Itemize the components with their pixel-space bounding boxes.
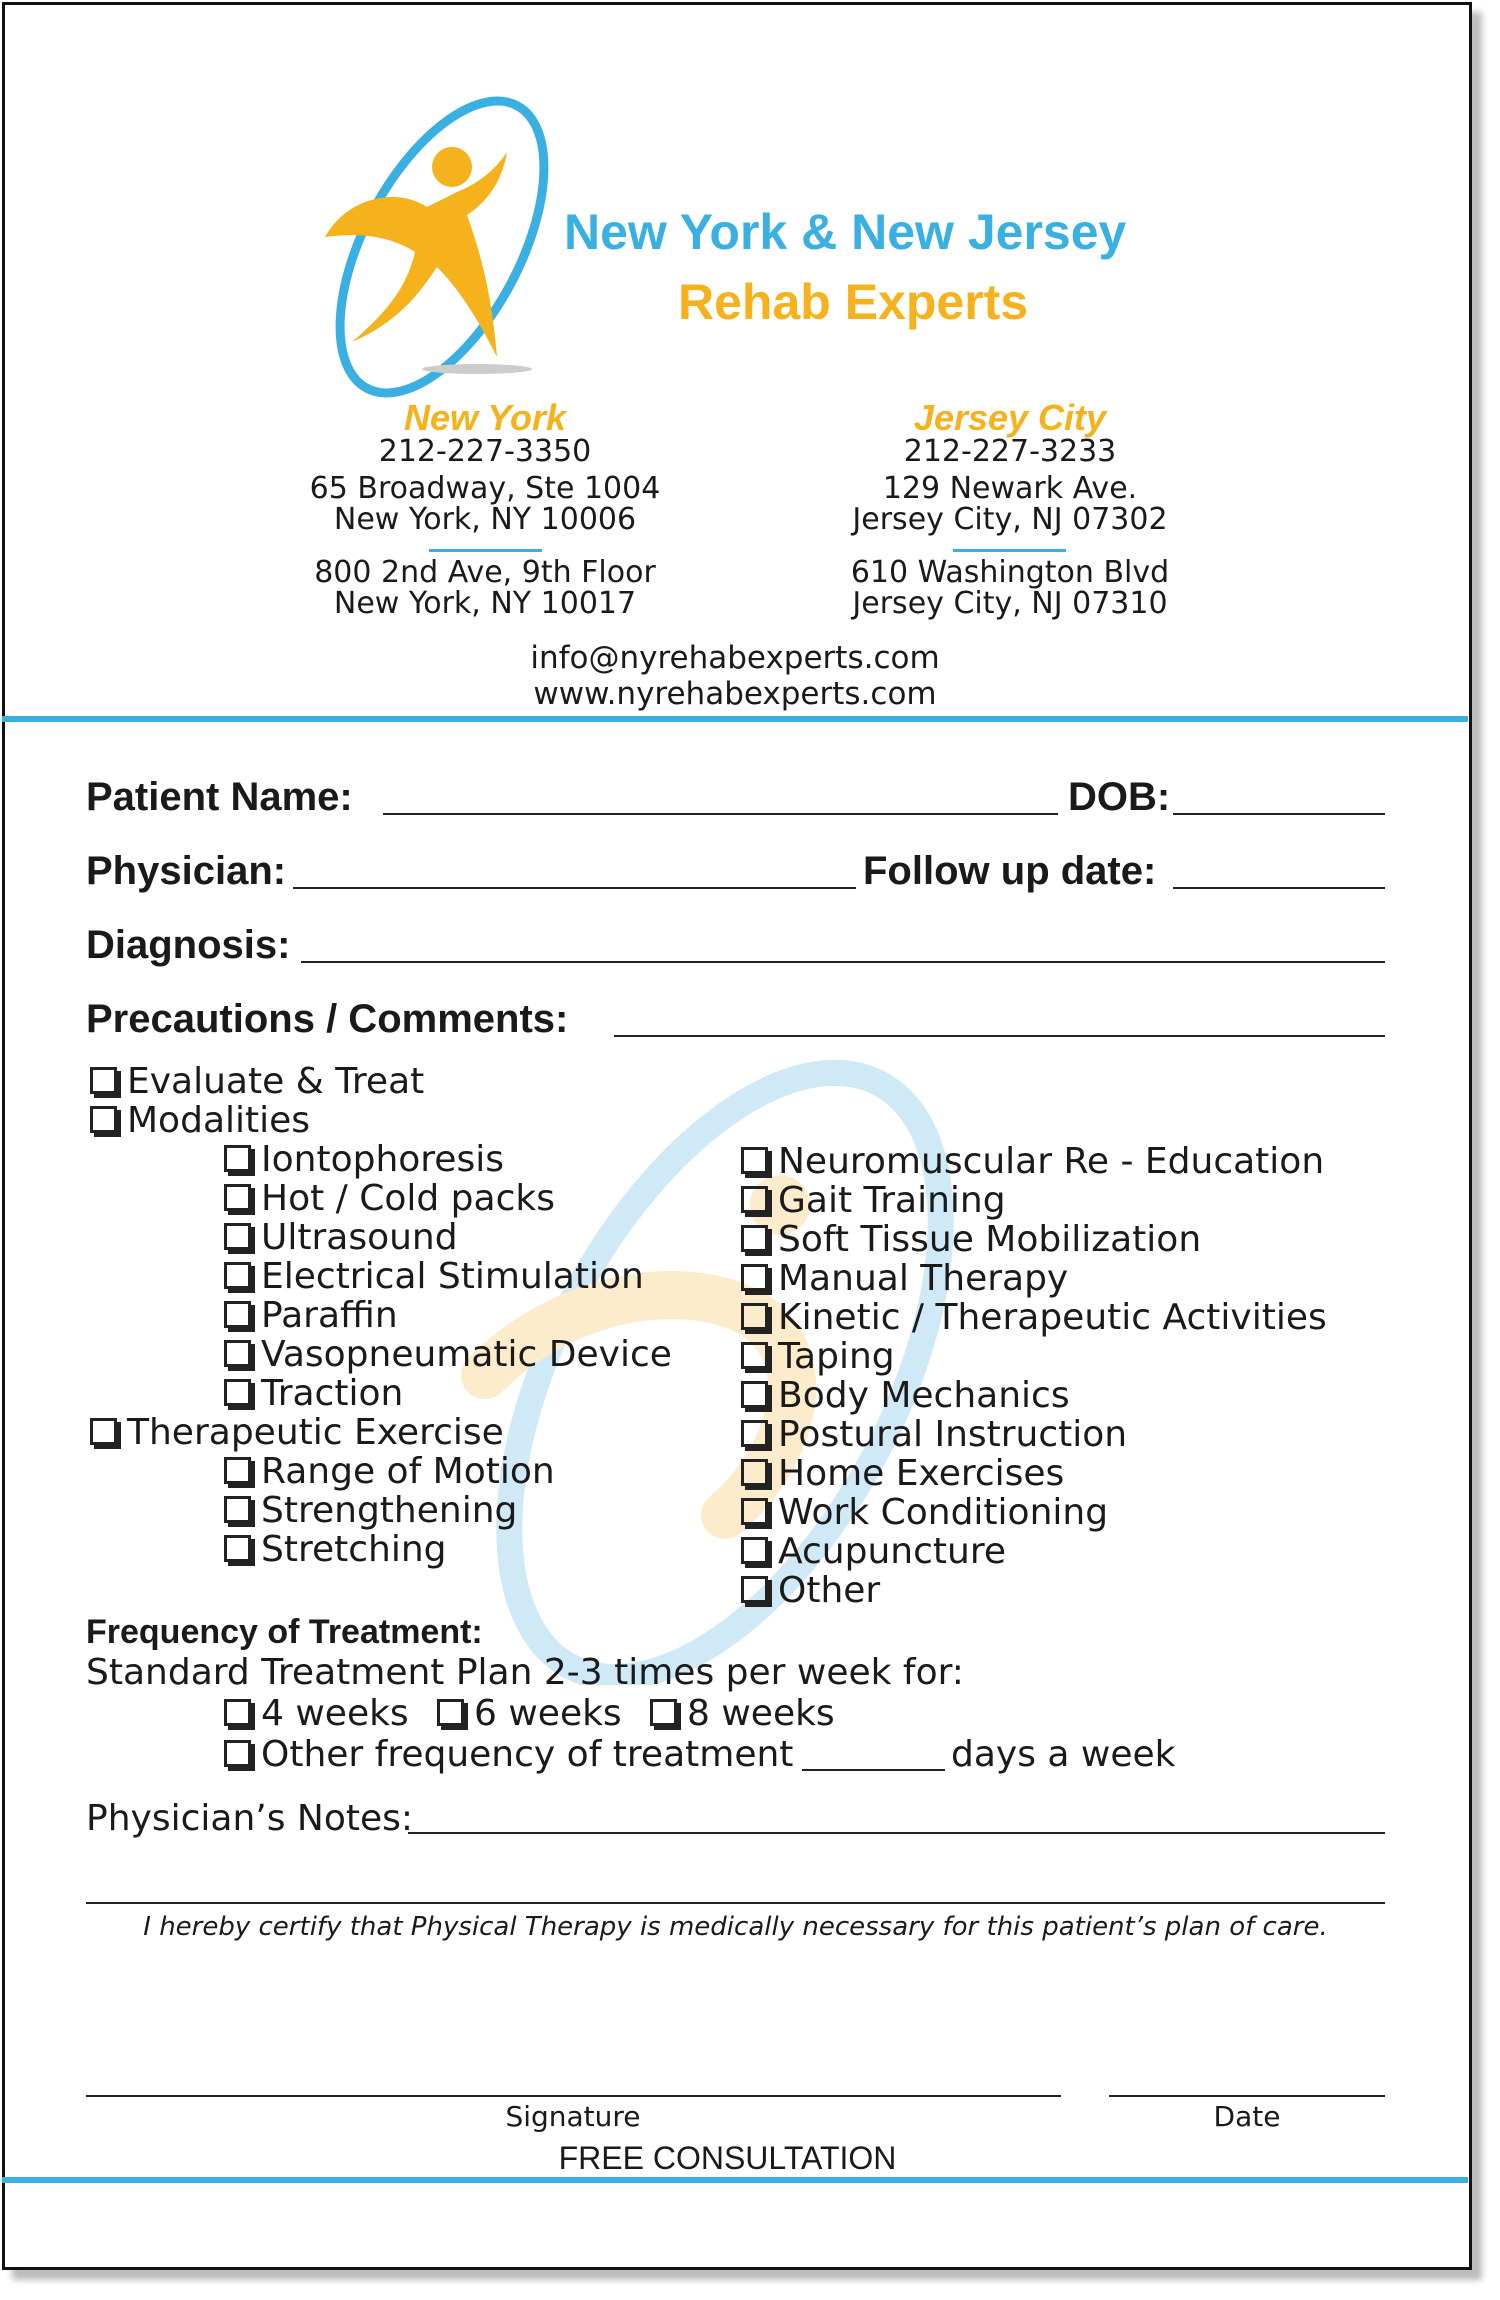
patient-name-line[interactable] xyxy=(383,813,1058,815)
frequency-6-weeks-option[interactable]: 6 weeks xyxy=(437,1694,622,1733)
physician-line[interactable] xyxy=(293,887,856,889)
treatment-option[interactable]: Postural Instruction xyxy=(741,1415,1127,1454)
new-york-phone: 212-227-3350 xyxy=(378,434,592,469)
new-york-address2-line2: New York, NY 10017 xyxy=(333,586,637,621)
treatment-option[interactable]: Work Conditioning xyxy=(741,1493,1108,1532)
modalities-option[interactable]: Modalities xyxy=(90,1101,310,1140)
follow-up-date-label: Follow up date: xyxy=(863,849,1157,893)
new-york-address1-line2: New York, NY 10006 xyxy=(333,502,637,537)
days-per-week-line[interactable] xyxy=(802,1769,945,1771)
checkbox-icon[interactable] xyxy=(741,1186,768,1213)
frequency-4-weeks-option[interactable]: 4 weeks xyxy=(224,1694,409,1733)
checkbox-icon[interactable] xyxy=(741,1147,768,1174)
treatment-option[interactable]: Kinetic / Therapeutic Activities xyxy=(741,1298,1327,1337)
exercise-option[interactable]: Stretching xyxy=(224,1530,447,1569)
treatment-option[interactable]: Acupuncture xyxy=(741,1532,1006,1571)
checkbox-icon[interactable] xyxy=(224,1457,251,1484)
frequency-other-option[interactable]: Other frequency of treatment xyxy=(224,1735,793,1774)
checkbox-icon[interactable] xyxy=(90,1106,117,1133)
contact-website: www.nyrehabexperts.com xyxy=(533,676,937,712)
modality-option[interactable]: Paraffin xyxy=(224,1296,398,1335)
checkbox-icon[interactable] xyxy=(224,1340,251,1367)
physician-notes-line2[interactable] xyxy=(86,1902,1385,1904)
new-york-divider xyxy=(429,549,542,552)
checkbox-icon[interactable] xyxy=(650,1699,677,1726)
treatment-option[interactable]: Other xyxy=(741,1571,880,1610)
new-york-address1-line1: 65 Broadway, Ste 1004 xyxy=(309,471,661,506)
signature-line[interactable] xyxy=(86,2095,1061,2097)
dob-label: DOB: xyxy=(1068,775,1171,819)
new-york-location xyxy=(290,398,680,619)
contact-email: info@nyrehabexperts.com xyxy=(530,640,940,676)
physician-notes-line1[interactable] xyxy=(408,1832,1385,1834)
jersey-city-address1-line1: 129 Newark Ave. xyxy=(882,471,1138,506)
precautions-label: Precautions / Comments: xyxy=(86,997,569,1041)
jersey-city-city-name: Jersey City xyxy=(913,397,1107,438)
checkbox-icon[interactable] xyxy=(741,1342,768,1369)
physician-label: Physician: xyxy=(86,849,287,893)
free-consultation-footer: FREE CONSULTATION xyxy=(558,2140,897,2176)
checkbox-icon[interactable] xyxy=(437,1699,464,1726)
modality-option[interactable]: Ultrasound xyxy=(224,1218,458,1257)
jersey-city-divider xyxy=(953,549,1066,552)
modality-option[interactable]: Hot / Cold packs xyxy=(224,1179,555,1218)
checkbox-icon[interactable] xyxy=(224,1223,251,1250)
referral-form-sheet xyxy=(2,2,1472,2270)
checkbox-icon[interactable] xyxy=(741,1264,768,1291)
exercise-option[interactable]: Range of Motion xyxy=(224,1452,555,1491)
checkbox-icon[interactable] xyxy=(224,1301,251,1328)
new-york-city-name: New York xyxy=(403,397,567,438)
modality-option[interactable]: Traction xyxy=(224,1374,403,1413)
physician-notes-label: Physician’s Notes: xyxy=(86,1798,414,1839)
checkbox-icon[interactable] xyxy=(224,1262,251,1289)
checkbox-icon[interactable] xyxy=(224,1184,251,1211)
follow-up-date-line[interactable] xyxy=(1173,887,1385,889)
modality-option[interactable]: Iontophoresis xyxy=(224,1140,504,1179)
checkbox-icon[interactable] xyxy=(224,1496,251,1523)
checkbox-icon[interactable] xyxy=(741,1576,768,1603)
patient-name-label: Patient Name: xyxy=(86,775,353,819)
diagnosis-line[interactable] xyxy=(301,961,1385,963)
date-line[interactable] xyxy=(1109,2095,1385,2097)
checkbox-icon[interactable] xyxy=(741,1420,768,1447)
checkbox-icon[interactable] xyxy=(224,1379,251,1406)
checkbox-icon[interactable] xyxy=(224,1740,251,1767)
frequency-8-weeks-option[interactable]: 8 weeks xyxy=(650,1694,835,1733)
treatment-option[interactable]: Manual Therapy xyxy=(741,1259,1068,1298)
signature-label: Signature xyxy=(505,2100,641,2133)
checkbox-icon[interactable] xyxy=(741,1537,768,1564)
precautions-line[interactable] xyxy=(614,1035,1385,1037)
brand-name-line1: New York & New Jersey xyxy=(564,204,1127,260)
checkbox-icon[interactable] xyxy=(90,1067,117,1094)
checkbox-icon[interactable] xyxy=(741,1225,768,1252)
diagnosis-label: Diagnosis: xyxy=(86,923,291,967)
checkbox-icon[interactable] xyxy=(224,1145,251,1172)
checkbox-icon[interactable] xyxy=(741,1381,768,1408)
jersey-city-address2-line1: 610 Washington Blvd xyxy=(850,555,1170,590)
brand-name-line2: Rehab Experts xyxy=(678,274,1029,330)
checkbox-icon[interactable] xyxy=(741,1498,768,1525)
exercise-option[interactable]: Strengthening xyxy=(224,1491,517,1530)
frequency-standard-plan: Standard Treatment Plan 2-3 times per week for: xyxy=(86,1652,964,1693)
modality-option[interactable]: Vasopneumatic Device xyxy=(224,1335,672,1374)
jersey-city-location xyxy=(815,398,1205,619)
treatment-option[interactable]: Body Mechanics xyxy=(741,1376,1070,1415)
jersey-city-address2-line2: Jersey City, NJ 07310 xyxy=(852,586,1168,621)
days-a-week-label: days a week xyxy=(951,1734,1176,1775)
treatment-option[interactable]: Gait Training xyxy=(741,1181,1006,1220)
checkbox-icon[interactable] xyxy=(741,1459,768,1486)
header-divider xyxy=(2,716,1468,722)
frequency-title: Frequency of Treatment: xyxy=(86,1613,483,1651)
checkbox-icon[interactable] xyxy=(90,1418,117,1445)
running-figure-logo-icon xyxy=(307,87,577,407)
evaluate-treat-option[interactable]: Evaluate & Treat xyxy=(90,1062,424,1101)
modality-option[interactable]: Electrical Stimulation xyxy=(224,1257,644,1296)
certification-statement: I hereby certify that Physical Therapy is medically necessary for this patient’s plan of care. xyxy=(143,1912,1328,1942)
footer-divider xyxy=(2,2177,1468,2183)
treatment-option[interactable]: Home Exercises xyxy=(741,1454,1064,1493)
treatment-option[interactable]: Neuromuscular Re - Education xyxy=(741,1142,1324,1181)
checkbox-icon[interactable] xyxy=(224,1535,251,1562)
jersey-city-address1-line2: Jersey City, NJ 07302 xyxy=(852,502,1168,537)
new-york-address2-line1: 800 2nd Ave, 9th Floor xyxy=(314,555,656,590)
jersey-city-phone: 212-227-3233 xyxy=(903,434,1117,469)
dob-line[interactable] xyxy=(1173,813,1385,815)
checkbox-icon[interactable] xyxy=(224,1699,251,1726)
date-label: Date xyxy=(1213,2100,1281,2133)
treatment-option[interactable]: Taping xyxy=(741,1337,895,1376)
treatment-option[interactable]: Soft Tissue Mobilization xyxy=(741,1220,1201,1259)
therapeutic-exercise-option[interactable]: Therapeutic Exercise xyxy=(90,1413,504,1452)
checkbox-icon[interactable] xyxy=(741,1303,768,1330)
